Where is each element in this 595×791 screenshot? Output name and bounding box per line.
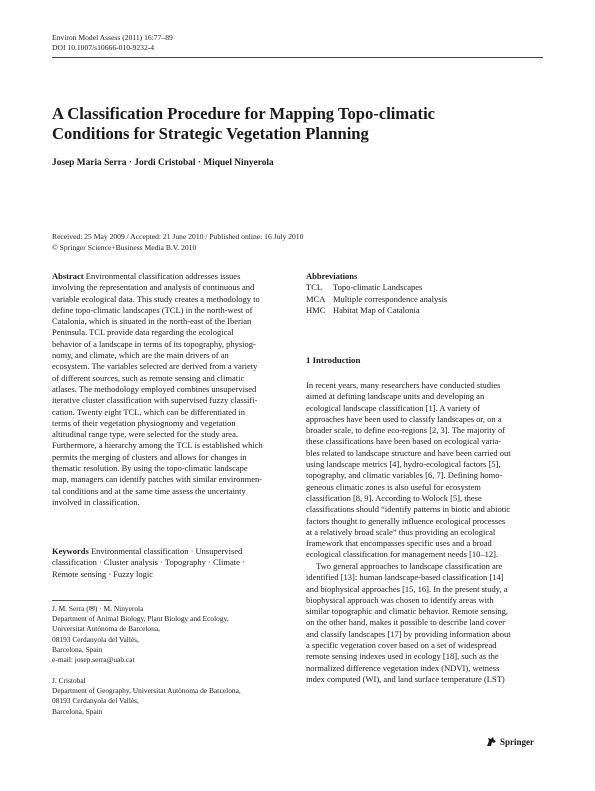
abstract-line: atlases. The methodology employed combines unsupervised xyxy=(52,383,257,394)
body-line: and biophysical approaches [15, 16]. In the present study, a xyxy=(306,583,508,594)
body-line: index computed (WI), and land surface temperature (LST) xyxy=(306,673,505,684)
body-line: biophysical approach was chosen to identify areas with xyxy=(306,594,494,605)
abbreviations-heading: Abbreviations xyxy=(306,271,358,281)
body-line: Two general approaches to landscape classification are xyxy=(316,561,503,571)
abbreviation-row xyxy=(306,305,544,316)
body-line: approaches have been used to classify landscapes or, on a xyxy=(306,413,502,424)
publication-dates xyxy=(52,232,303,253)
body-line: classifications should “identify patterns in biotic and abiotic xyxy=(306,504,511,515)
body-line: at a relatively broad scale” thus providing an ecological xyxy=(306,526,496,537)
abstract-line: terms of their vegetation physiognomy and vegetation xyxy=(52,417,236,428)
abbreviation-value: Multiple correspondence analysis xyxy=(333,293,448,304)
received-dates: Received: 25 May 2009 / Accepted: 21 June 2010 / Published online: 16 July 2010 xyxy=(52,232,304,241)
abstract-line: Furthermore, a hierarchy among the TCL is established which xyxy=(52,440,263,451)
springer-logo xyxy=(486,736,534,747)
affiliation-line: J. M. Serra (✉) · M. Ninyerola xyxy=(52,604,144,613)
abstract-line: variable ecological data. This study creates a methodology to xyxy=(52,293,260,304)
abstract-line: Catalonia, which is situated in the north-east of the Iberian xyxy=(52,316,252,327)
abbreviation-row xyxy=(306,294,544,305)
introduction-heading: 1 Introduction xyxy=(306,355,361,365)
abstract xyxy=(52,271,289,508)
abstract-line: altitudinal range type, were selected for the study area. xyxy=(52,429,238,440)
body-line: these classifications have been based on ecological varia- xyxy=(306,436,502,447)
abstract-line: thematic resolution. By using the topo-climatic landscape xyxy=(52,463,248,474)
body-line: remote sensing indexes used in ecology [18], such as the xyxy=(306,651,499,662)
email-link[interactable]: e-mail: josep.serra@uab.cat xyxy=(52,655,135,665)
footnote-rule xyxy=(52,600,112,601)
abbreviations xyxy=(306,271,544,316)
journal-citation: Environ Model Assess (2011) 16:77–89 xyxy=(52,33,173,42)
body-line: and classify landscapes [17] by providing information about xyxy=(306,628,511,639)
keywords-line: Remote sensing · Fuzzy logic xyxy=(52,568,154,579)
affiliation-line: J. Cristobal xyxy=(52,676,86,685)
abbreviation-row xyxy=(306,282,544,293)
introduction-paragraph-1 xyxy=(306,380,544,561)
body-line: similar topographic and climatic behavior. Remote sensing, xyxy=(306,606,509,617)
abstract-first-line xyxy=(52,271,289,282)
body-line: geneous climatic zones is also useful for ecosystem xyxy=(306,481,481,492)
abstract-line: involved in classification. xyxy=(52,496,140,507)
abstract-line: of different sources, such as remote sensing and climatic xyxy=(52,372,245,383)
title-line: A Classification Procedure for Mapping Topo-climatic xyxy=(52,104,436,123)
abbreviation-key: TCL xyxy=(306,282,323,293)
abstract-label: Abstract xyxy=(52,271,84,281)
affiliation-line: Barcelona, Spain xyxy=(52,644,103,654)
keywords-first-line xyxy=(52,546,289,557)
abstract-line: ecosystem. The variables selected are derived from a variety xyxy=(52,361,258,372)
springer-horse-icon xyxy=(486,736,497,747)
abstract-line: cation. Twenty eight TCL, which can be differentiated in xyxy=(52,406,245,417)
body-line: on the other hand, makes it possible to describe land cover xyxy=(306,617,505,628)
body-line: aimed at defining landscape units and developing an xyxy=(306,391,485,402)
body-line: identified [13]: human landscape-based classification [14] xyxy=(306,572,504,583)
affiliation-line: 08193 Cerdanyola del Vallès, xyxy=(52,634,139,644)
header-rule xyxy=(52,57,543,58)
body-line: bles related to landscape structure and have been carried out xyxy=(306,447,511,458)
copyright: © Springer Science+Business Media B.V. 2010 xyxy=(52,242,197,252)
paper-title xyxy=(52,104,435,144)
body-line: a specific vegetation cover based on a set of widespread xyxy=(306,640,497,651)
body-line: classification [8, 9]. According to Wolock [5], these xyxy=(306,492,482,503)
abbreviation-value: Topo-climatic Landscapes xyxy=(333,282,423,293)
abstract-line: Environmental classification addresses issues xyxy=(85,271,241,281)
abstract-line: iterative cluster classification with supervised fuzzy classifi- xyxy=(52,395,258,406)
affiliation-line: Department of Geography, Universitat Autònoma de Barcelona, xyxy=(52,686,241,696)
body-line: broader scale, to define eco-regions [2, 3]. The majority of xyxy=(306,425,506,436)
abstract-line: Peninsula. TCL provide data regarding the ecological xyxy=(52,327,234,338)
affiliation-line: Universitat Autònoma de Barcelona, xyxy=(52,624,160,634)
abstract-line: behavior of a landscape in terms of its topography, physiog- xyxy=(52,338,256,349)
affiliation-line: 08193 Cerdanyola del Vallès, xyxy=(52,696,139,706)
abbreviation-key: MCA xyxy=(306,293,326,304)
abstract-line: map, managers can identify patches with similar environmen- xyxy=(52,474,263,485)
affiliation-2 xyxy=(52,676,292,717)
keywords-line: Environmental classification · Unsupervised xyxy=(90,546,243,556)
body-line: framework that encompasses specific uses and a broad xyxy=(306,538,492,549)
abbreviation-value: Habitat Map of Catalonia xyxy=(333,304,420,315)
keywords xyxy=(52,546,289,580)
body-line: using landscape metrics [4], hydro-ecological factors [5], xyxy=(306,459,501,470)
body-line: ecological landscape classification [1]. A variety of xyxy=(306,402,480,413)
title-line: Conditions for Strategic Vegetation Planning xyxy=(52,124,369,143)
affiliation-1 xyxy=(52,604,292,665)
body-line: ecological classification for management needs [10–12]. xyxy=(306,549,499,560)
abstract-line: define topo-climatic landscapes (TCL) in the north-west of xyxy=(52,304,253,315)
abstract-line: tal conditions and at the same time assess the uncertainty xyxy=(52,485,246,496)
body-line: In recent years, many researchers have conducted studies xyxy=(306,380,501,390)
keywords-line: classification · Cluster analysis · Topography · Climate · xyxy=(52,557,245,568)
abstract-line: nomy, and climate, which are the main drivers of an xyxy=(52,350,229,361)
keywords-label: Keywords xyxy=(52,546,89,556)
affiliation-line: Department of Animal Biology, Plant Biology and Ecology, xyxy=(52,614,229,624)
authors: Josep Maria Serra · Jordi Cristobal · Miquel Ninyerola xyxy=(52,158,274,168)
body-line: normalized difference vegetation index (NDVI), wetness xyxy=(306,662,500,673)
doi: DOI 10.1007/s10666-010-9232-4 xyxy=(52,43,155,52)
abbreviation-key: HMC xyxy=(306,304,326,315)
publisher-name: Springer xyxy=(500,736,535,747)
body-line: factors thought to generally influence ecological processes xyxy=(306,515,506,526)
abstract-line: involving the representation and analysis of continuous and xyxy=(52,282,255,293)
abstract-line: permits the merging of clusters and allows for changes in xyxy=(52,451,247,462)
body-line: topography, and climatic variables [6, 7]. Defining homo- xyxy=(306,470,503,481)
introduction-paragraph-2 xyxy=(306,561,544,685)
affiliation-line: Barcelona, Spain xyxy=(52,706,103,716)
